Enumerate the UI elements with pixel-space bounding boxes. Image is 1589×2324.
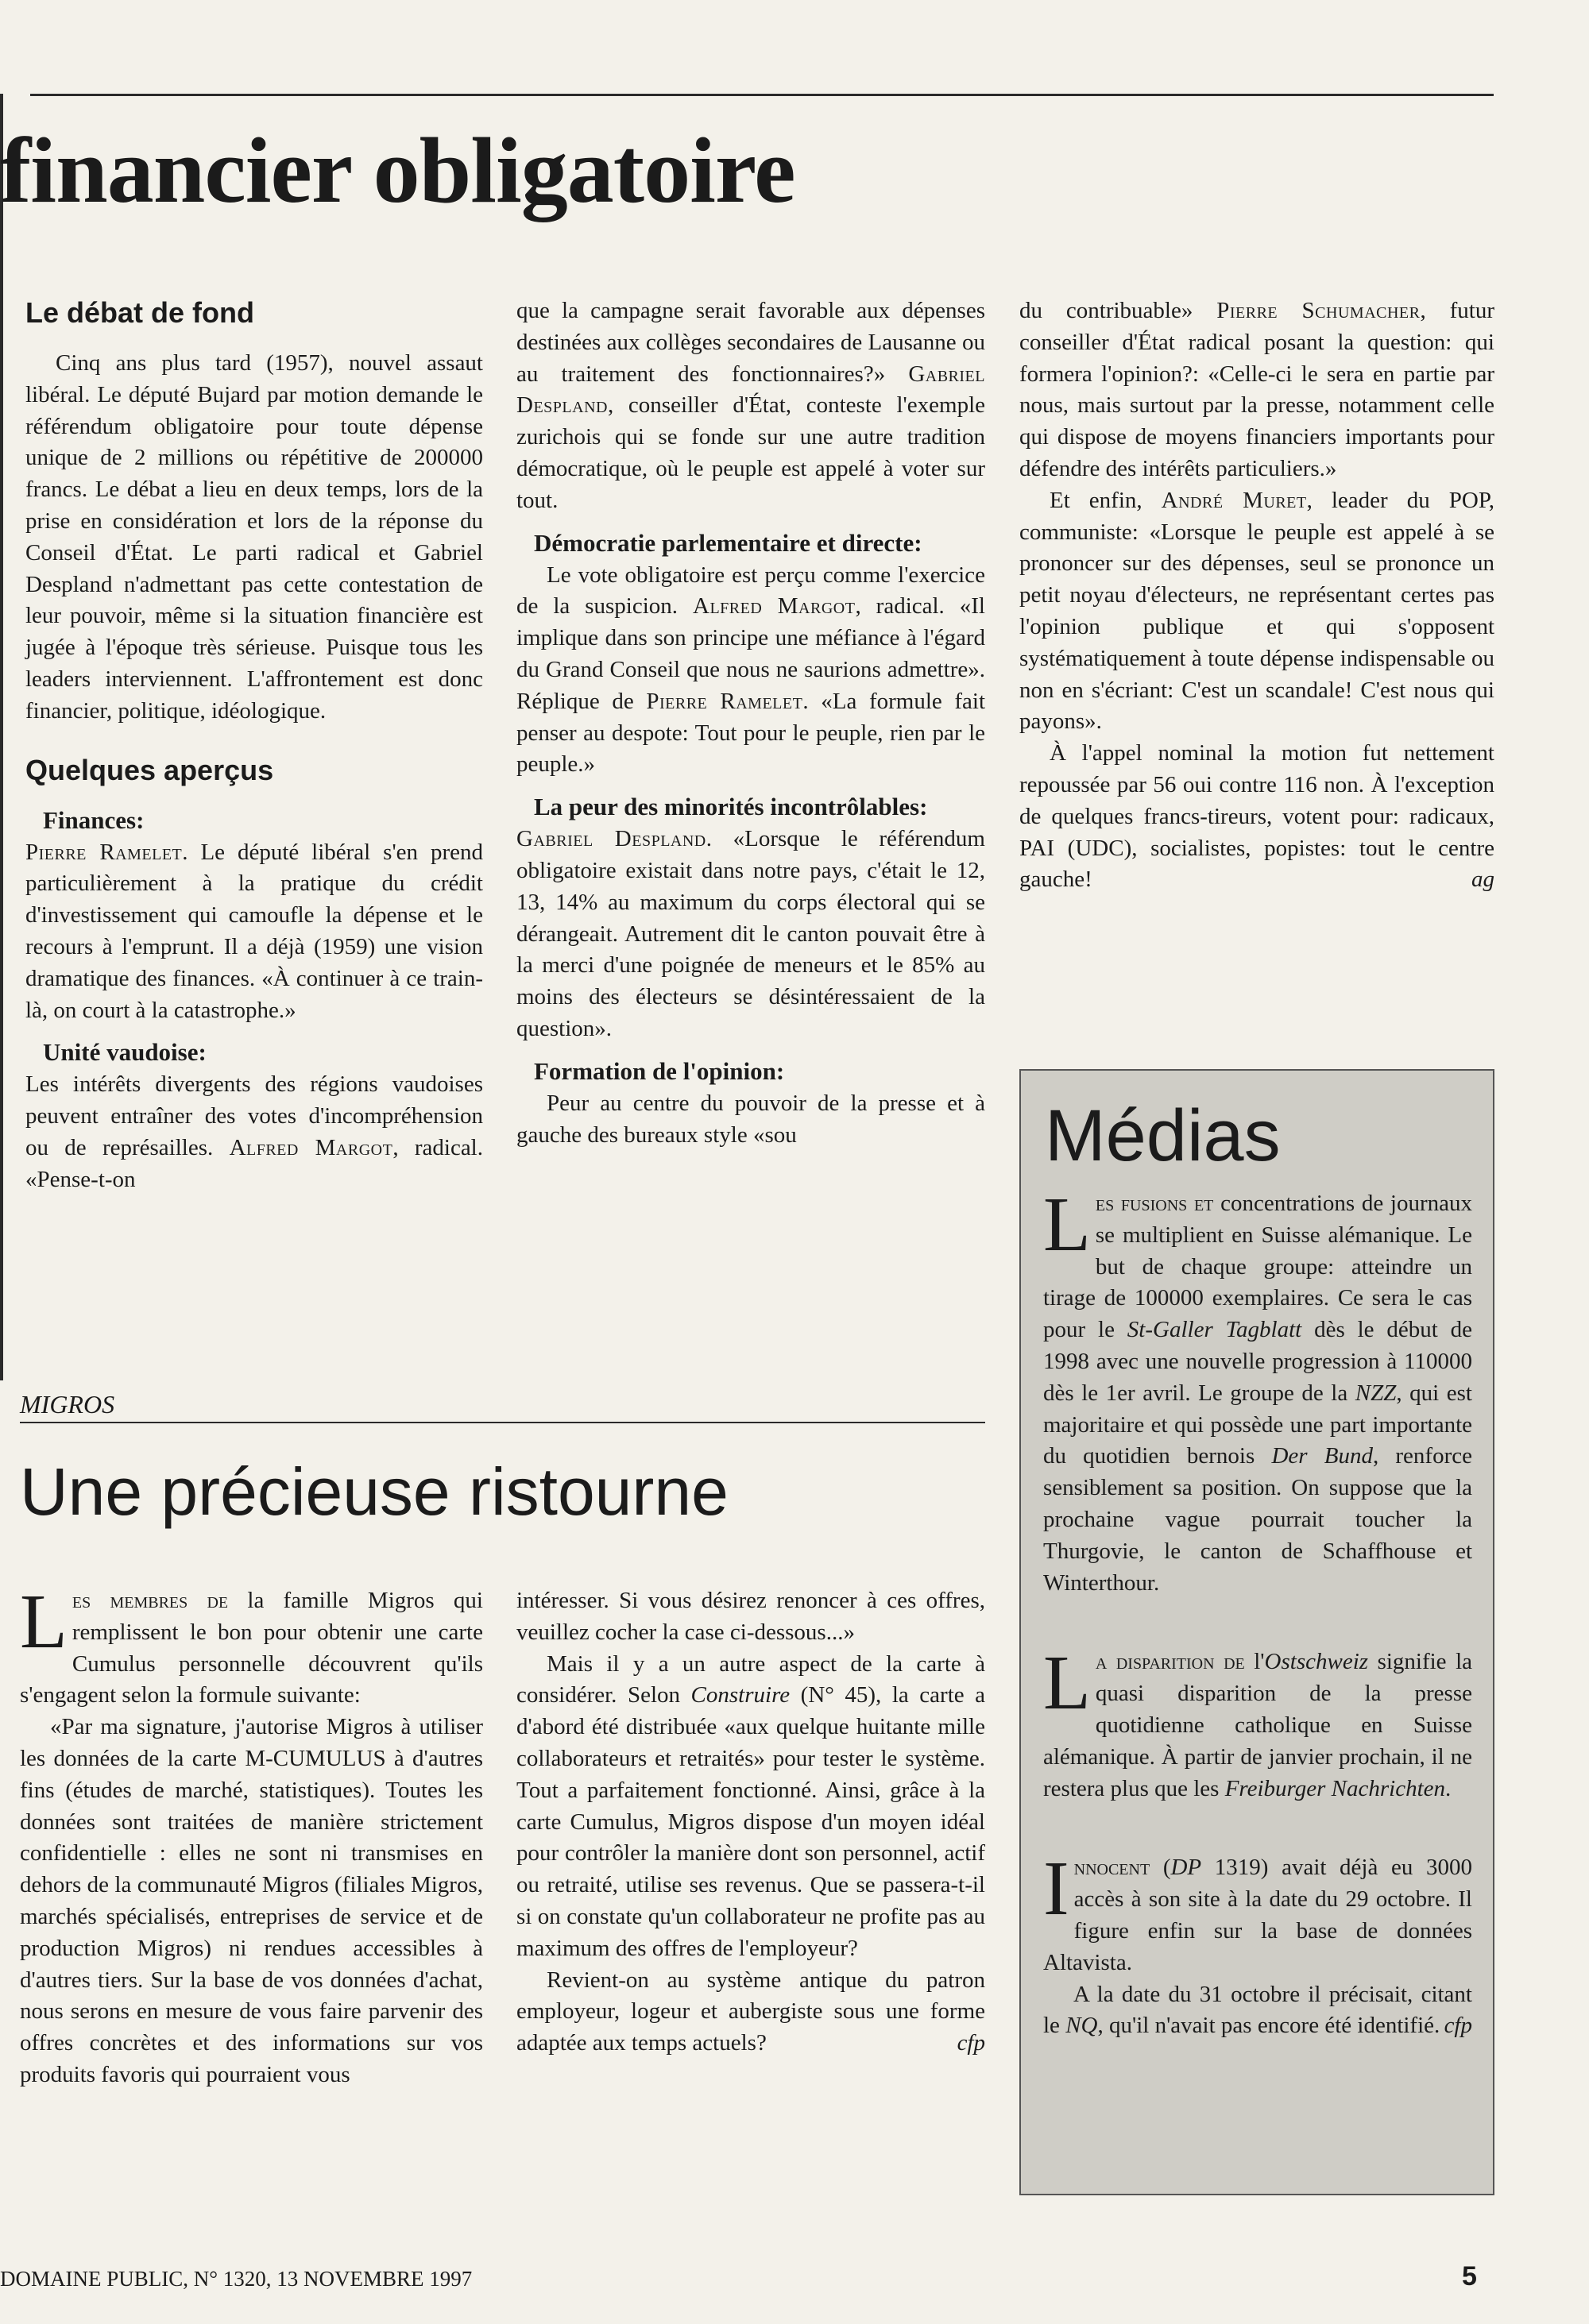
subheading: La peur des minorités incontrôlables: <box>534 793 928 821</box>
migros-column-2 <box>516 1585 985 2060</box>
top-rule <box>30 94 1494 96</box>
author-signature: cfp <box>1444 2013 1472 2039</box>
lead-in: a disparition de <box>1095 1649 1245 1675</box>
paragraph <box>20 1579 483 1712</box>
text: , renforce sensiblement sa position. On suppose que la prochaine vague pourrait toucher la Thurgovie, le canton de Schaffhouse et Winterthour. <box>1043 1443 1472 1596</box>
medias-column <box>1043 1182 1473 2042</box>
paragraph <box>516 560 985 782</box>
person-name: Alfred Margot <box>693 593 856 620</box>
paragraph <box>25 1069 483 1195</box>
page-number: 5 <box>1462 2261 1477 2291</box>
text: A la date du 31 octobre il précisait, citant le <box>1043 1981 1472 2039</box>
paragraph: «Par ma signature, j'autorise Migros à utiliser les données de la carte M-CUMULUS à d'autres fins (études de marché, statistiques). Toutes les données sont traitées de manière strictement confidentielle : elles ne sont ni transmises en dehors de la communauté Migros (filiales Migros, marchés spécialisés, entreprises de service et de production Migros) ni rendues accessibles à d'autres tiers. Sur la base de vos données d'achat, nous serons en mesure de vous faire parvenir des offres concrètes et des informations sur vos produits favoris qui pourraient vous <box>20 1714 483 2087</box>
section-kicker: MIGROS <box>20 1390 115 1419</box>
text: . Le député libéral s'en prend particulièrement à la pratique du crédit d'investissement qui camoufle la dépense et le recours à l'emprunt. Il a déjà (1959) une vision dramatique des finances. «À continuer à ce train-là, on court à la catastrophe.» <box>25 839 483 1023</box>
article-column-3 <box>1019 295 1494 896</box>
paragraph <box>1043 1846 1472 1978</box>
text: concentrations de journaux se multiplient en Suisse alémanique. Le but de chaque groupe: atteindre un tirage de 100000 exemplaires. Ce sera le cas pour le <box>1043 1191 1473 1343</box>
text: , qu'il n'avait pas encore été identifié. <box>1097 2013 1440 2039</box>
text: , futur conseiller d'État radical posant la question: qui formera l'opinion?: «Celle-ci le sera en partie par nous, mais surtout par la presse, notamment celle qui dispose de moyens financiers importants pour défendre des intérêts particuliers.» <box>1019 298 1495 481</box>
text: dès le début de 1998 avec une nouvelle progression à 110000 dès le 1er avril. Le groupe de la <box>1043 1317 1472 1406</box>
paragraph: Peur au centre du pouvoir de la presse et à gauche des bureaux style «sou <box>516 1090 985 1148</box>
publication-title: NZZ <box>1355 1380 1397 1406</box>
text: la famille Migros qui remplissent le bon pour obtenir une carte Cumulus personnelle découvrent qu'ils s'engagent selon la formule suivante: <box>20 1588 483 1708</box>
paragraph <box>516 1649 985 1965</box>
person-name: Gabriel Despland <box>516 826 706 852</box>
person-name: Pierre Ramelet <box>25 839 183 865</box>
paragraph <box>1019 295 1494 485</box>
person-name: Alfred Margot <box>229 1134 393 1160</box>
drop-cap: L <box>20 1579 68 1665</box>
publication-title: NQ <box>1065 2013 1098 2039</box>
text: , conseiller d'État, conteste l'exemple zurichois qui se fonde sur une autre tradition démocratique, où le peuple est appelé à voter sur tout. <box>516 392 985 513</box>
text: , qui est majoritaire et qui possède une part importante du quotidien bernois <box>1043 1380 1472 1469</box>
drop-cap: I <box>1043 1846 1069 1932</box>
text: . «Lorsque le référendum obligatoire existait dans notre pays, c'était le 12, 13, 14% au maximum du corps électoral qui se dérangeait. Autrement dit le canton pouvait être à la merci d'une poignée de meneurs et le 85% au moins des électeurs se désintéressaient de la question». <box>516 826 985 1041</box>
page-headline: financier obligatoire <box>0 118 795 222</box>
text: (N° 45), la carte a d'abord été distribuée «aux quelque huitante mille collaborateurs et retraités» pour tester le système. Tout a parfaitement fonctionné. Ainsi, grâce à la carte Cumulus, Migros dispose d'un moyen idéal pour contrôler la manière dont son personnel, actif ou retraité, utilise ses revenus. Que se passera-t-il si on constate qu'un collaborateur ne profite pas au maximum des offres de l'employeur? <box>516 1682 986 1961</box>
person-name: Gabriel Despland <box>516 361 985 419</box>
paragraph: intéresser. Si vous désirez renoncer à ces offres, veuillez cocher la case ci-dessous...» <box>516 1588 985 1645</box>
author-signature: cfp <box>957 2029 985 2056</box>
lead-in: es membres de <box>72 1588 229 1613</box>
subheading: Démocratie parlementaire et directe: <box>534 528 922 557</box>
text: . «La formule fait penser au despote: Tout pour le peuple, rien par le peuple.» <box>516 688 986 778</box>
publication-title: Ostschweiz <box>1264 1649 1369 1675</box>
section-heading: Quelques aperçus <box>25 753 274 786</box>
text: ( <box>1150 1855 1171 1881</box>
text: l' <box>1244 1649 1265 1675</box>
article-column-1 <box>25 295 483 1196</box>
publication-title: Der Bund <box>1271 1443 1373 1469</box>
person-name: Pierre Ramelet <box>646 688 803 714</box>
text: , radical. «Il implique dans son principe une méfiance à l'égard du Grand Conseil que nous ne saurions admettre». Réplique de <box>516 593 985 714</box>
article-headline: Une précieuse ristourne <box>20 1454 729 1529</box>
text: , radical. «Pense-t-on <box>25 1134 483 1192</box>
paragraph <box>1043 1182 1473 1599</box>
paragraph: Revient-on au système antique du patron employeur, logeur et aubergiste sous une forme adaptée aux temps actuels? <box>516 1967 985 2056</box>
migros-column-1 <box>20 1579 483 2091</box>
article-column-2 <box>516 295 985 1151</box>
text: Et enfin, <box>1050 487 1142 513</box>
paragraph <box>1043 1640 1472 1805</box>
subheading: Unité vaudoise: <box>43 1038 207 1067</box>
paragraph <box>25 837 483 1027</box>
text: 1319) avait déjà eu 3000 accès à son site à la date du 29 octobre. Il figure enfin sur la base de données Altavista. <box>1043 1855 1472 1975</box>
text: Mais il y a un autre aspect de la carte à considérer. Selon <box>516 1650 985 1708</box>
lead-in: nnocent <box>1073 1855 1150 1881</box>
paragraph <box>1043 1979 1472 2043</box>
publication-title: DP <box>1170 1855 1202 1881</box>
person-name: Pierre Schumacher <box>1216 298 1421 323</box>
paragraph: Cinq ans plus tard (1957), nouvel assaut libéral. Le député Bujard par motion demande le référendum obligatoire pour toute dépense unique de 2 millions ou répétitive de 200000 francs. Le débat a lieu en deux temps, lors de la prise en considération et lors de la réponse du Conseil d'État. Le parti radical et Gabriel Despland n'admettant pas cette contestation de leur pouvoir, même si la situation financière est jugée à l'époque très sérieuse. Puisque tous les leaders interviennent. L'affrontement est donc financier, politique, idéologique. <box>25 350 483 724</box>
subheading: Finances: <box>43 805 145 834</box>
text: Les intérêts divergents des régions vaudoises peuvent entraîner des votes d'incompréhension ou de représailles. <box>25 1071 483 1160</box>
text: Le vote obligatoire est perçu comme l'exercice de la suspicion. <box>516 562 985 620</box>
section-heading: Le débat de fond <box>25 296 254 329</box>
paragraph <box>516 824 985 1045</box>
text: , leader du POP, communiste: «Lorsque le peuple est appelé à se prononcer sur des dépenses, seul se prononce un petit noyau d'électeurs, ne représentant certes pas l'opinion publique et qui s'opposent systématiquement à toute dépense indispensable ou non en s'écriant: C'est un scandale! C'est nous qui payons». <box>1019 487 1494 735</box>
paragraph: À l'appel nominal la motion fut nettement repoussée par 56 oui contre 116 non. À l'exception de quelques francs-tireurs, votent pour: radicaux, PAI (UDC), socialistes, popistes: tout le centre gauche! <box>1019 740 1494 893</box>
drop-cap: L <box>1043 1182 1091 1268</box>
text: . <box>1445 1775 1452 1801</box>
text: signifie la quasi disparition de la presse quotidienne catholique en Suisse alémanique. À partir de janvier prochain, il ne restera plus que les <box>1043 1649 1472 1801</box>
kicker-rule <box>20 1422 985 1423</box>
drop-cap: L <box>1043 1640 1091 1727</box>
sidebar-title: Médias <box>1045 1095 1281 1176</box>
text: du contribuable» <box>1019 298 1193 323</box>
publication-title: St-Galler Tagblatt <box>1127 1317 1302 1343</box>
publication-title: Construire <box>690 1682 791 1708</box>
author-signature: ag <box>1471 867 1494 893</box>
publication-title: Freiburger Nachrichten <box>1224 1775 1446 1801</box>
paragraph <box>1019 485 1494 738</box>
text: que la campagne serait favorable aux dépenses destinées aux collèges secondaires de Lausanne ou au traitement des fonctionnaires?» <box>516 298 985 387</box>
footer-publication-line: DOMAINE PUBLIC, N° 1320, 13 NOVEMBRE 1997 <box>0 2267 473 2291</box>
person-name: André Muret <box>1161 487 1307 513</box>
paragraph <box>516 295 985 517</box>
lead-in: es fusions et <box>1095 1191 1214 1216</box>
left-margin-rule <box>0 94 3 1380</box>
subheading: Formation de l'opinion: <box>534 1056 785 1085</box>
